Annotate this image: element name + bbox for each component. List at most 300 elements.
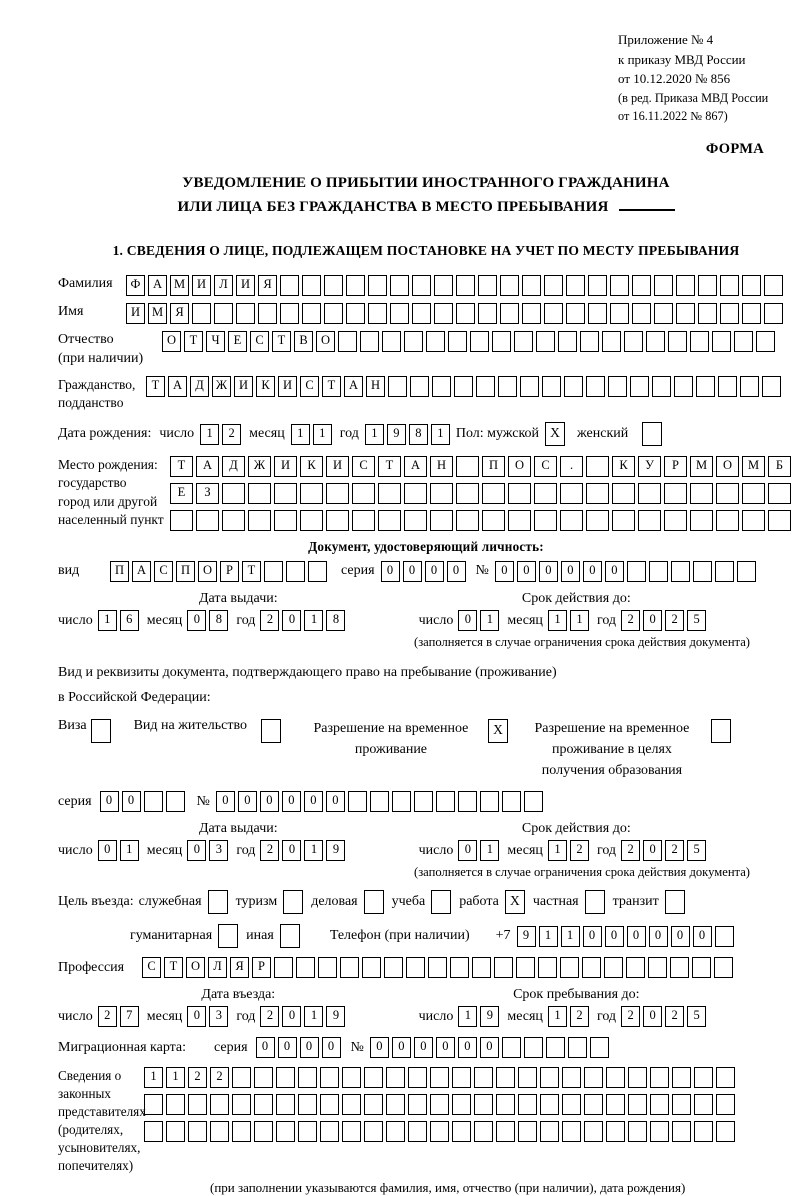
char-cell[interactable] [406, 957, 425, 978]
char-cell[interactable] [188, 1094, 207, 1115]
char-cell[interactable]: 0 [583, 561, 602, 582]
char-cell[interactable]: 1 [548, 840, 567, 861]
char-cell[interactable] [482, 483, 505, 504]
char-cell[interactable]: 0 [539, 561, 558, 582]
char-cell[interactable] [478, 303, 497, 324]
char-cell[interactable] [606, 1121, 625, 1142]
purpose-gumanitarnaya-checkbox[interactable] [218, 924, 238, 948]
char-cell[interactable]: 0 [403, 561, 422, 582]
char-cell[interactable] [430, 1094, 449, 1115]
char-cell[interactable] [192, 303, 211, 324]
char-cell[interactable]: И [192, 275, 211, 296]
char-cell[interactable]: 0 [260, 791, 279, 812]
char-cell[interactable] [144, 791, 163, 812]
char-cell[interactable] [712, 331, 731, 352]
char-cell[interactable]: Л [208, 957, 227, 978]
char-cell[interactable] [144, 1121, 163, 1142]
char-cell[interactable] [386, 1067, 405, 1088]
char-cell[interactable] [430, 510, 453, 531]
char-cell[interactable] [606, 1094, 625, 1115]
char-cell[interactable]: И [278, 376, 297, 397]
char-cell[interactable] [320, 1067, 339, 1088]
char-cell[interactable]: 0 [561, 561, 580, 582]
char-cell[interactable] [474, 1067, 493, 1088]
char-cell[interactable]: 0 [216, 791, 235, 812]
char-cell[interactable]: 7 [120, 1006, 139, 1027]
char-cell[interactable]: 2 [621, 610, 640, 631]
char-cell[interactable] [300, 483, 323, 504]
char-cell[interactable] [452, 1067, 471, 1088]
char-cell[interactable]: 1 [548, 1006, 567, 1027]
char-cell[interactable] [392, 791, 411, 812]
char-cell[interactable] [742, 510, 765, 531]
char-cell[interactable]: Д [190, 376, 209, 397]
char-cell[interactable] [378, 510, 401, 531]
temp-residence-checkbox[interactable]: X [488, 719, 508, 743]
char-cell[interactable] [456, 483, 479, 504]
char-cell[interactable]: 0 [381, 561, 400, 582]
char-cell[interactable] [338, 331, 357, 352]
char-cell[interactable]: 0 [370, 1037, 389, 1058]
char-cell[interactable] [610, 275, 629, 296]
char-cell[interactable]: 0 [643, 610, 662, 631]
char-cell[interactable] [478, 275, 497, 296]
char-cell[interactable]: П [176, 561, 195, 582]
char-cell[interactable]: 0 [187, 1006, 206, 1027]
char-cell[interactable]: 6 [120, 610, 139, 631]
char-cell[interactable] [476, 376, 495, 397]
char-cell[interactable] [264, 561, 283, 582]
char-cell[interactable] [364, 1094, 383, 1115]
char-cell[interactable] [430, 1121, 449, 1142]
char-cell[interactable]: 0 [627, 926, 646, 947]
char-cell[interactable] [384, 957, 403, 978]
char-cell[interactable] [672, 1067, 691, 1088]
char-cell[interactable]: 0 [282, 791, 301, 812]
char-cell[interactable]: Н [366, 376, 385, 397]
char-cell[interactable] [720, 275, 739, 296]
char-cell[interactable]: 3 [209, 840, 228, 861]
char-cell[interactable]: К [256, 376, 275, 397]
char-cell[interactable]: Т [146, 376, 165, 397]
char-cell[interactable]: В [294, 331, 313, 352]
char-cell[interactable] [508, 483, 531, 504]
char-cell[interactable]: 1 [200, 424, 219, 445]
char-cell[interactable]: 8 [326, 610, 345, 631]
char-cell[interactable] [612, 510, 635, 531]
char-cell[interactable] [540, 1094, 559, 1115]
char-cell[interactable]: 0 [425, 561, 444, 582]
char-cell[interactable] [254, 1094, 273, 1115]
char-cell[interactable]: 0 [282, 840, 301, 861]
char-cell[interactable] [434, 275, 453, 296]
char-cell[interactable] [676, 303, 695, 324]
char-cell[interactable] [286, 561, 305, 582]
char-cell[interactable]: 9 [480, 1006, 499, 1027]
char-cell[interactable] [715, 926, 734, 947]
char-cell[interactable] [586, 510, 609, 531]
char-cell[interactable] [586, 456, 609, 477]
char-cell[interactable] [742, 303, 761, 324]
char-cell[interactable] [298, 1121, 317, 1142]
char-cell[interactable] [694, 1067, 713, 1088]
char-cell[interactable]: О [162, 331, 181, 352]
char-cell[interactable] [522, 303, 541, 324]
char-cell[interactable]: М [148, 303, 167, 324]
char-cell[interactable]: 0 [671, 926, 690, 947]
char-cell[interactable]: 0 [278, 1037, 297, 1058]
char-cell[interactable]: А [148, 275, 167, 296]
purpose-chastnaya-checkbox[interactable] [585, 890, 605, 914]
char-cell[interactable]: 2 [210, 1067, 229, 1088]
char-cell[interactable] [274, 510, 297, 531]
char-cell[interactable]: 1 [431, 424, 450, 445]
char-cell[interactable]: А [344, 376, 363, 397]
char-cell[interactable]: О [316, 331, 335, 352]
char-cell[interactable]: А [404, 456, 427, 477]
char-cell[interactable] [456, 456, 479, 477]
char-cell[interactable]: Ч [206, 331, 225, 352]
char-cell[interactable] [560, 510, 583, 531]
char-cell[interactable] [764, 275, 783, 296]
char-cell[interactable] [364, 1121, 383, 1142]
char-cell[interactable] [386, 1094, 405, 1115]
char-cell[interactable]: Т [184, 331, 203, 352]
char-cell[interactable]: Я [258, 275, 277, 296]
char-cell[interactable] [762, 376, 781, 397]
char-cell[interactable] [430, 1067, 449, 1088]
char-cell[interactable] [496, 1094, 515, 1115]
char-cell[interactable] [693, 561, 712, 582]
char-cell[interactable]: Т [272, 331, 291, 352]
char-cell[interactable] [166, 791, 185, 812]
char-cell[interactable] [434, 303, 453, 324]
char-cell[interactable] [720, 303, 739, 324]
char-cell[interactable] [540, 1067, 559, 1088]
char-cell[interactable] [715, 561, 734, 582]
char-cell[interactable] [412, 303, 431, 324]
char-cell[interactable]: Б [768, 456, 791, 477]
char-cell[interactable]: 0 [583, 926, 602, 947]
char-cell[interactable] [492, 331, 511, 352]
char-cell[interactable] [254, 1067, 273, 1088]
char-cell[interactable]: 2 [188, 1067, 207, 1088]
char-cell[interactable] [502, 1037, 521, 1058]
char-cell[interactable]: И [236, 275, 255, 296]
char-cell[interactable] [768, 510, 791, 531]
char-cell[interactable]: 1 [365, 424, 384, 445]
char-cell[interactable] [649, 561, 668, 582]
char-cell[interactable] [582, 957, 601, 978]
char-cell[interactable] [352, 483, 375, 504]
char-cell[interactable]: 9 [387, 424, 406, 445]
char-cell[interactable] [544, 275, 563, 296]
char-cell[interactable]: Д [222, 456, 245, 477]
char-cell[interactable] [608, 376, 627, 397]
char-cell[interactable]: 2 [98, 1006, 117, 1027]
char-cell[interactable] [716, 1067, 735, 1088]
char-cell[interactable] [496, 1121, 515, 1142]
char-cell[interactable]: М [170, 275, 189, 296]
char-cell[interactable] [606, 1067, 625, 1088]
char-cell[interactable] [638, 510, 661, 531]
char-cell[interactable] [296, 957, 315, 978]
char-cell[interactable] [714, 957, 733, 978]
char-cell[interactable] [326, 483, 349, 504]
char-cell[interactable]: 0 [100, 791, 119, 812]
char-cell[interactable] [566, 275, 585, 296]
char-cell[interactable] [664, 510, 687, 531]
char-cell[interactable]: П [482, 456, 505, 477]
char-cell[interactable] [694, 1094, 713, 1115]
char-cell[interactable] [546, 1037, 565, 1058]
char-cell[interactable]: Е [228, 331, 247, 352]
char-cell[interactable] [768, 483, 791, 504]
char-cell[interactable]: Т [164, 957, 183, 978]
char-cell[interactable] [248, 483, 271, 504]
char-cell[interactable] [274, 483, 297, 504]
char-cell[interactable] [562, 1094, 581, 1115]
char-cell[interactable] [318, 957, 337, 978]
char-cell[interactable]: 1 [304, 610, 323, 631]
char-cell[interactable]: 0 [480, 1037, 499, 1058]
char-cell[interactable]: С [154, 561, 173, 582]
char-cell[interactable]: 1 [304, 1006, 323, 1027]
char-cell[interactable]: 0 [322, 1037, 341, 1058]
char-cell[interactable]: Ф [126, 275, 145, 296]
char-cell[interactable] [590, 1037, 609, 1058]
char-cell[interactable] [472, 957, 491, 978]
char-cell[interactable] [500, 303, 519, 324]
char-cell[interactable]: 0 [300, 1037, 319, 1058]
char-cell[interactable] [672, 1121, 691, 1142]
char-cell[interactable] [602, 331, 621, 352]
char-cell[interactable] [742, 483, 765, 504]
char-cell[interactable] [756, 331, 775, 352]
char-cell[interactable]: 1 [480, 610, 499, 631]
char-cell[interactable] [516, 957, 535, 978]
char-cell[interactable] [474, 1094, 493, 1115]
char-cell[interactable] [232, 1094, 251, 1115]
char-cell[interactable] [370, 791, 389, 812]
char-cell[interactable] [388, 376, 407, 397]
char-cell[interactable] [432, 376, 451, 397]
char-cell[interactable] [534, 510, 557, 531]
char-cell[interactable] [430, 483, 453, 504]
char-cell[interactable] [568, 1037, 587, 1058]
char-cell[interactable]: 0 [643, 840, 662, 861]
char-cell[interactable] [324, 275, 343, 296]
char-cell[interactable]: 0 [447, 561, 466, 582]
char-cell[interactable]: 1 [313, 424, 332, 445]
char-cell[interactable]: 0 [304, 791, 323, 812]
char-cell[interactable]: 5 [687, 1006, 706, 1027]
char-cell[interactable]: К [612, 456, 635, 477]
char-cell[interactable]: 1 [166, 1067, 185, 1088]
char-cell[interactable] [320, 1094, 339, 1115]
char-cell[interactable] [456, 510, 479, 531]
char-cell[interactable]: 2 [570, 1006, 589, 1027]
char-cell[interactable] [737, 561, 756, 582]
purpose-tranzit-checkbox[interactable] [665, 890, 685, 914]
char-cell[interactable] [628, 1094, 647, 1115]
char-cell[interactable]: 0 [282, 1006, 301, 1027]
char-cell[interactable]: 0 [187, 610, 206, 631]
char-cell[interactable]: 0 [605, 561, 624, 582]
char-cell[interactable] [740, 376, 759, 397]
char-cell[interactable] [628, 1121, 647, 1142]
char-cell[interactable] [690, 510, 713, 531]
char-cell[interactable] [518, 1067, 537, 1088]
char-cell[interactable]: О [508, 456, 531, 477]
char-cell[interactable] [232, 1067, 251, 1088]
char-cell[interactable]: 2 [222, 424, 241, 445]
char-cell[interactable]: 0 [98, 840, 117, 861]
char-cell[interactable]: 1 [458, 1006, 477, 1027]
char-cell[interactable] [346, 275, 365, 296]
char-cell[interactable] [538, 957, 557, 978]
char-cell[interactable] [646, 331, 665, 352]
char-cell[interactable] [626, 957, 645, 978]
char-cell[interactable]: 2 [665, 840, 684, 861]
char-cell[interactable] [694, 1121, 713, 1142]
char-cell[interactable]: 5 [687, 840, 706, 861]
char-cell[interactable]: 2 [665, 610, 684, 631]
char-cell[interactable] [428, 957, 447, 978]
char-cell[interactable] [300, 510, 323, 531]
char-cell[interactable] [448, 331, 467, 352]
char-cell[interactable]: 9 [517, 926, 536, 947]
char-cell[interactable] [390, 303, 409, 324]
char-cell[interactable] [734, 331, 753, 352]
char-cell[interactable]: П [110, 561, 129, 582]
char-cell[interactable]: Р [664, 456, 687, 477]
char-cell[interactable] [166, 1121, 185, 1142]
char-cell[interactable]: М [690, 456, 713, 477]
char-cell[interactable]: Н [430, 456, 453, 477]
char-cell[interactable] [494, 957, 513, 978]
gender-female-checkbox[interactable] [642, 422, 662, 446]
char-cell[interactable] [716, 483, 739, 504]
char-cell[interactable]: М [742, 456, 765, 477]
char-cell[interactable] [456, 275, 475, 296]
char-cell[interactable]: Т [242, 561, 261, 582]
char-cell[interactable] [188, 1121, 207, 1142]
char-cell[interactable] [404, 331, 423, 352]
char-cell[interactable]: 1 [98, 610, 117, 631]
char-cell[interactable] [470, 331, 489, 352]
char-cell[interactable] [410, 376, 429, 397]
char-cell[interactable] [196, 510, 219, 531]
char-cell[interactable] [652, 376, 671, 397]
char-cell[interactable] [718, 376, 737, 397]
residence-permit-checkbox[interactable] [261, 719, 281, 743]
char-cell[interactable]: 1 [570, 610, 589, 631]
char-cell[interactable] [498, 376, 517, 397]
char-cell[interactable] [522, 275, 541, 296]
char-cell[interactable] [340, 957, 359, 978]
char-cell[interactable] [650, 1094, 669, 1115]
char-cell[interactable] [518, 1094, 537, 1115]
char-cell[interactable] [232, 1121, 251, 1142]
char-cell[interactable]: . [560, 456, 583, 477]
char-cell[interactable]: 0 [458, 1037, 477, 1058]
char-cell[interactable] [632, 275, 651, 296]
char-cell[interactable] [482, 510, 505, 531]
char-cell[interactable]: 2 [621, 840, 640, 861]
char-cell[interactable]: 0 [256, 1037, 275, 1058]
char-cell[interactable]: 0 [187, 840, 206, 861]
char-cell[interactable] [588, 275, 607, 296]
char-cell[interactable] [690, 331, 709, 352]
char-cell[interactable] [210, 1121, 229, 1142]
char-cell[interactable] [348, 791, 367, 812]
char-cell[interactable] [298, 1094, 317, 1115]
char-cell[interactable]: 1 [291, 424, 310, 445]
char-cell[interactable] [450, 957, 469, 978]
char-cell[interactable] [342, 1121, 361, 1142]
char-cell[interactable]: 2 [260, 610, 279, 631]
char-cell[interactable] [404, 483, 427, 504]
char-cell[interactable] [628, 1067, 647, 1088]
char-cell[interactable] [524, 1037, 543, 1058]
char-cell[interactable] [564, 376, 583, 397]
char-cell[interactable]: И [274, 456, 297, 477]
char-cell[interactable]: О [198, 561, 217, 582]
char-cell[interactable] [454, 376, 473, 397]
char-cell[interactable]: 1 [548, 610, 567, 631]
char-cell[interactable] [276, 1094, 295, 1115]
char-cell[interactable]: 2 [621, 1006, 640, 1027]
char-cell[interactable]: К [300, 456, 323, 477]
char-cell[interactable] [456, 303, 475, 324]
char-cell[interactable] [452, 1094, 471, 1115]
char-cell[interactable]: Ж [248, 456, 271, 477]
char-cell[interactable]: 0 [238, 791, 257, 812]
char-cell[interactable] [258, 303, 277, 324]
char-cell[interactable] [408, 1067, 427, 1088]
char-cell[interactable]: 8 [209, 610, 228, 631]
char-cell[interactable]: Т [322, 376, 341, 397]
char-cell[interactable] [222, 483, 245, 504]
char-cell[interactable] [674, 376, 693, 397]
char-cell[interactable] [648, 957, 667, 978]
char-cell[interactable]: С [352, 456, 375, 477]
char-cell[interactable] [500, 275, 519, 296]
char-cell[interactable]: 0 [458, 610, 477, 631]
char-cell[interactable]: 0 [693, 926, 712, 947]
char-cell[interactable] [342, 1067, 361, 1088]
gender-male-checkbox[interactable]: X [545, 422, 565, 446]
char-cell[interactable] [664, 483, 687, 504]
char-cell[interactable] [560, 483, 583, 504]
char-cell[interactable]: Я [170, 303, 189, 324]
char-cell[interactable] [214, 303, 233, 324]
char-cell[interactable] [458, 791, 477, 812]
char-cell[interactable] [166, 1094, 185, 1115]
char-cell[interactable] [170, 510, 193, 531]
char-cell[interactable] [588, 303, 607, 324]
char-cell[interactable]: 2 [665, 1006, 684, 1027]
char-cell[interactable] [144, 1094, 163, 1115]
char-cell[interactable]: Л [214, 275, 233, 296]
char-cell[interactable] [474, 1121, 493, 1142]
char-cell[interactable]: С [300, 376, 319, 397]
char-cell[interactable]: С [250, 331, 269, 352]
char-cell[interactable] [280, 275, 299, 296]
char-cell[interactable] [560, 957, 579, 978]
char-cell[interactable]: Е [170, 483, 193, 504]
